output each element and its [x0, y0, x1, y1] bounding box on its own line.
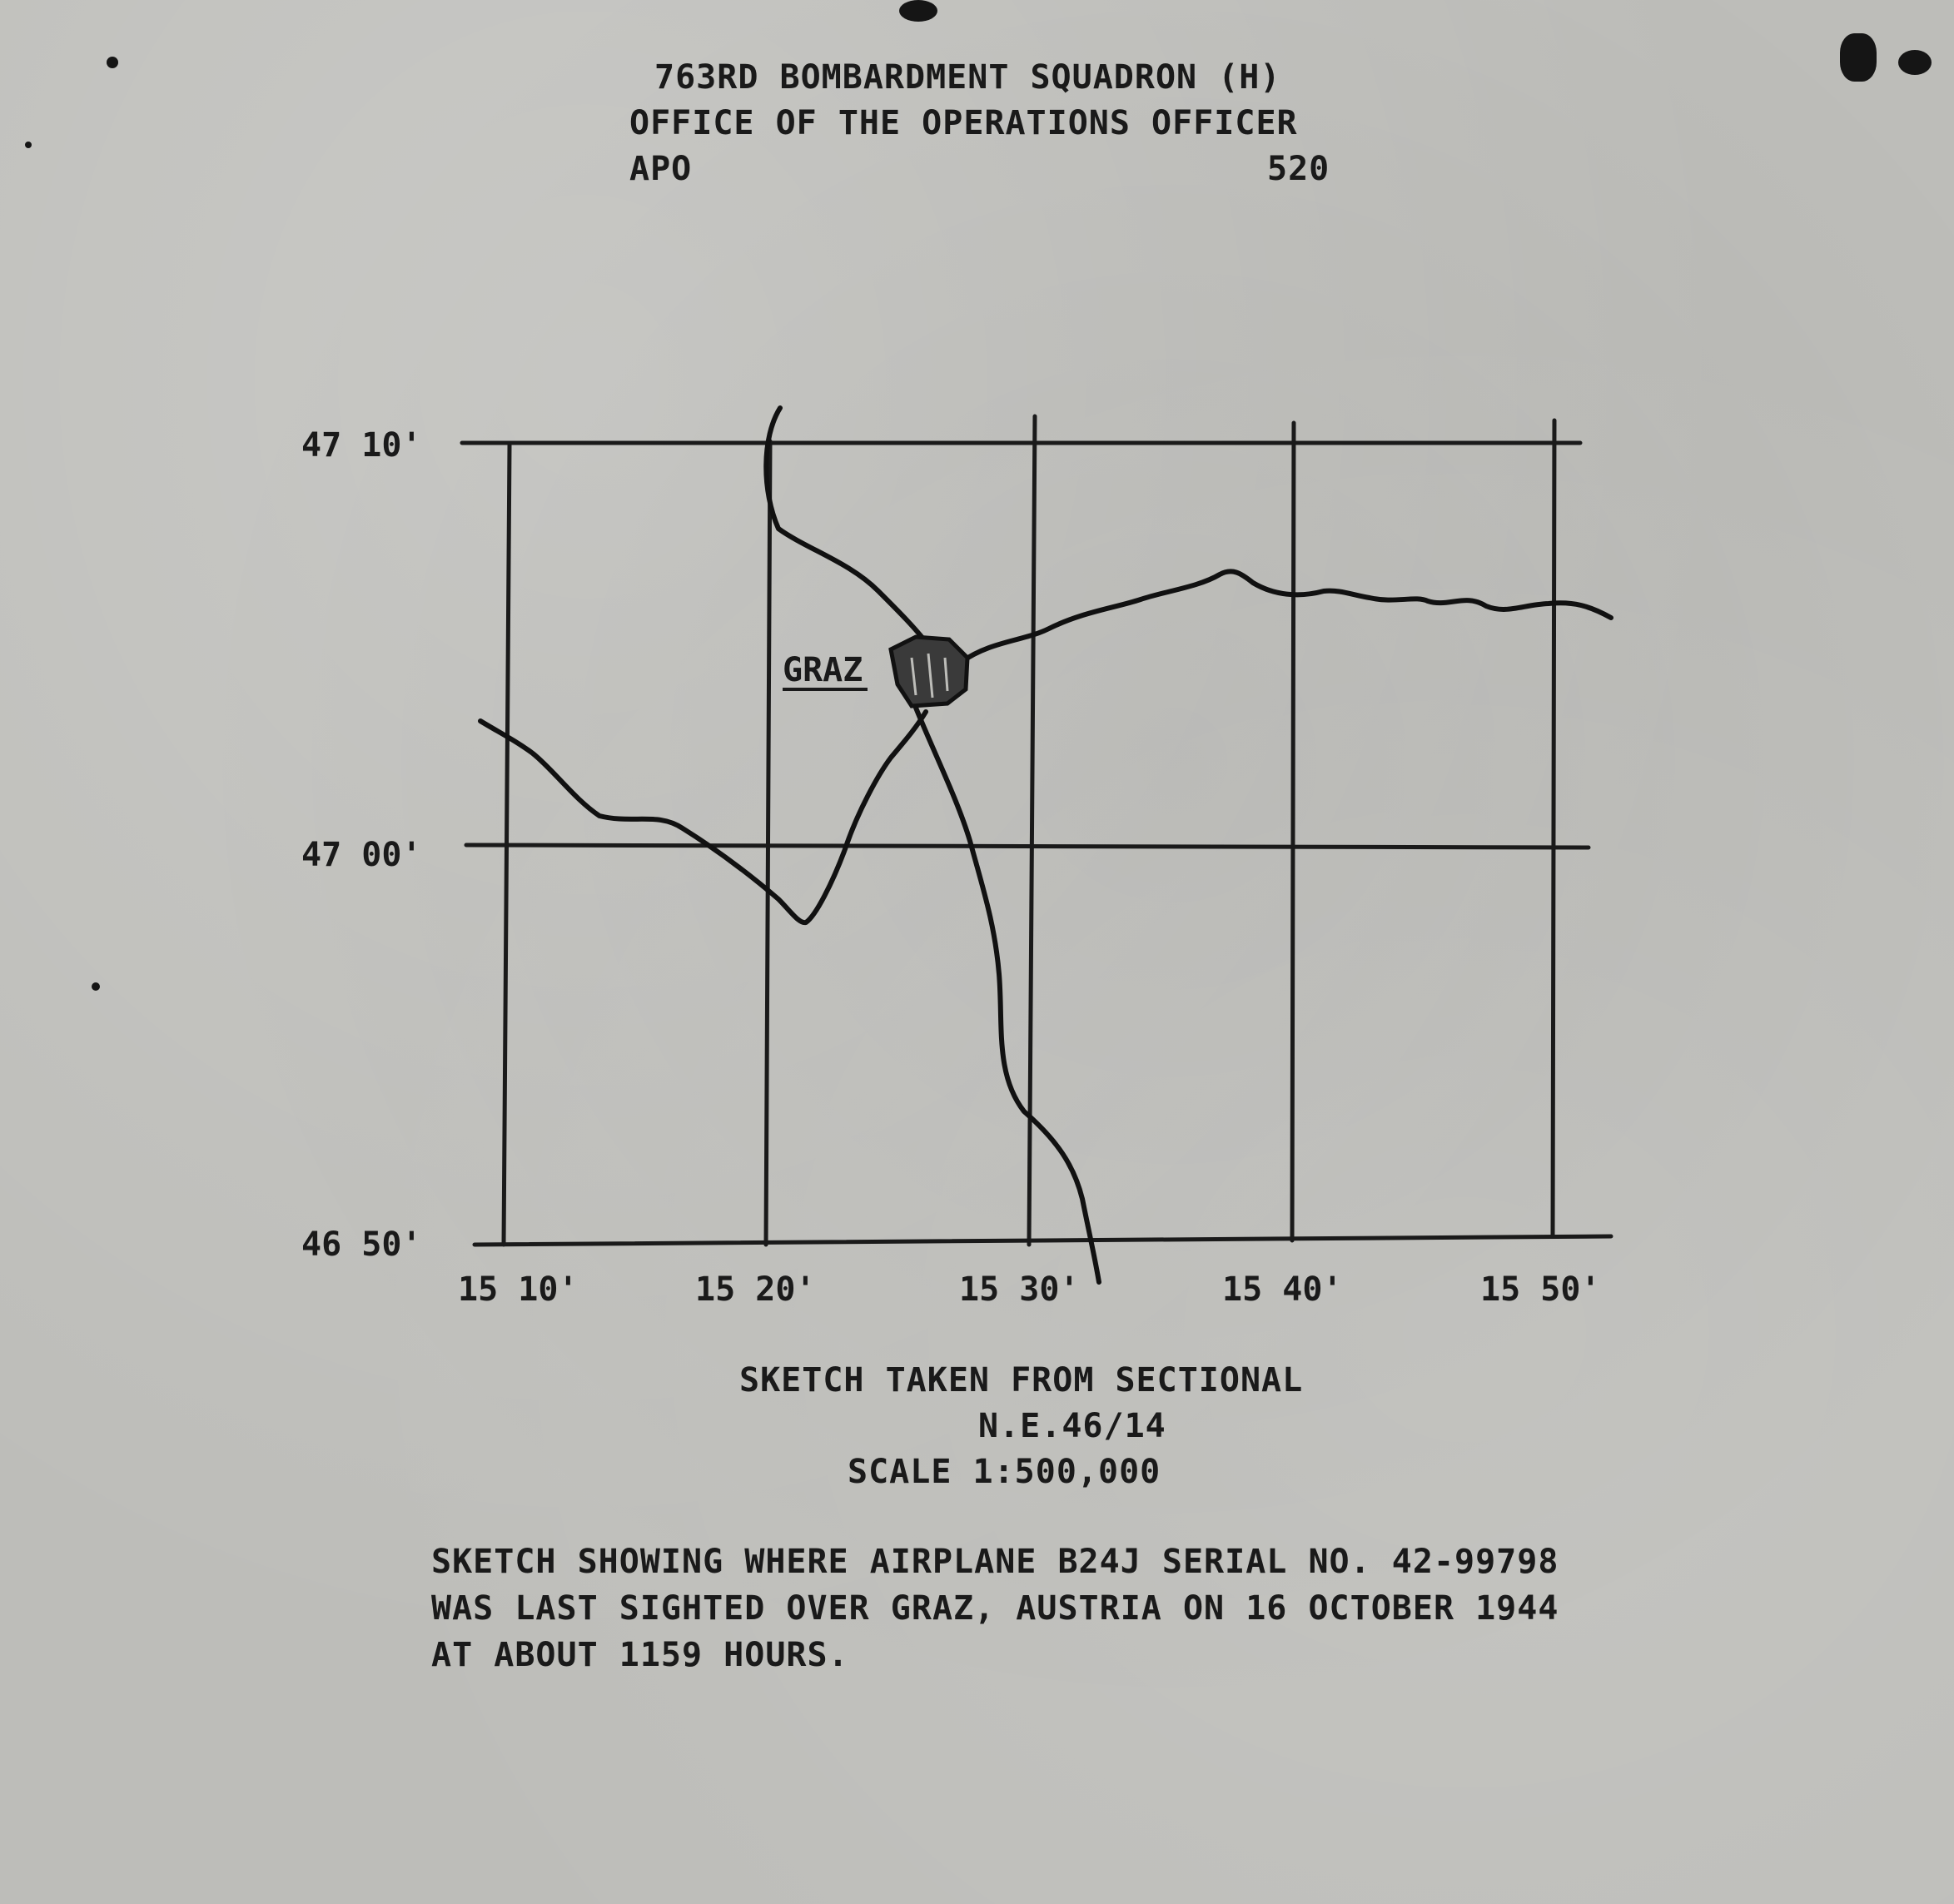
lon-label-15-20: 15 20' — [695, 1270, 816, 1309]
road-east — [962, 571, 1611, 662]
note-line-2: WAS LAST SIGHTED OVER GRAZ, AUSTRIA ON 16 OCTOBER 1944 — [431, 1589, 1559, 1628]
lat-label-47-10: 47 10' — [301, 426, 422, 465]
note-line-3: AT ABOUT 1159 HOURS. — [431, 1636, 849, 1674]
lon-label-15-10: 15 10' — [458, 1270, 579, 1309]
caption-line-sectional: SKETCH TAKEN FROM SECTIONAL — [739, 1361, 1304, 1399]
caption-line-scale: SCALE 1:500,000 — [848, 1453, 1161, 1491]
apo-label: APO — [629, 150, 693, 188]
office-title: OFFICE OF THE OPERATIONS OFFICER — [629, 104, 1298, 142]
note-line-1: SKETCH SHOWING WHERE AIRPLANE B24J SERIAL NO. 42-99798 — [431, 1543, 1559, 1581]
apo-number: 520 — [1267, 150, 1330, 188]
grid-line-lat-47-00 — [466, 845, 1589, 848]
road-west — [480, 712, 926, 922]
grid-line-lon-15-10 — [504, 445, 510, 1245]
grid-line-lon-15-50 — [1553, 420, 1554, 1236]
lat-label-46-50: 46 50' — [301, 1225, 422, 1264]
lon-label-15-50: 15 50' — [1480, 1270, 1601, 1309]
caption-line-sheet: N.E.46/14 — [978, 1407, 1166, 1445]
city-label-graz: GRAZ — [783, 651, 863, 689]
lon-label-15-40: 15 40' — [1222, 1270, 1343, 1309]
road-south — [916, 708, 1099, 1282]
grid-line-lon-15-20 — [766, 441, 770, 1245]
grid-line-lat-46-50 — [475, 1236, 1611, 1245]
grid-line-lon-15-40 — [1292, 423, 1294, 1240]
lat-label-47-00: 47 00' — [301, 836, 422, 874]
lon-label-15-30: 15 30' — [959, 1270, 1080, 1309]
squadron-title: 763RD BOMBARDMENT SQUADRON (H) — [654, 58, 1281, 97]
